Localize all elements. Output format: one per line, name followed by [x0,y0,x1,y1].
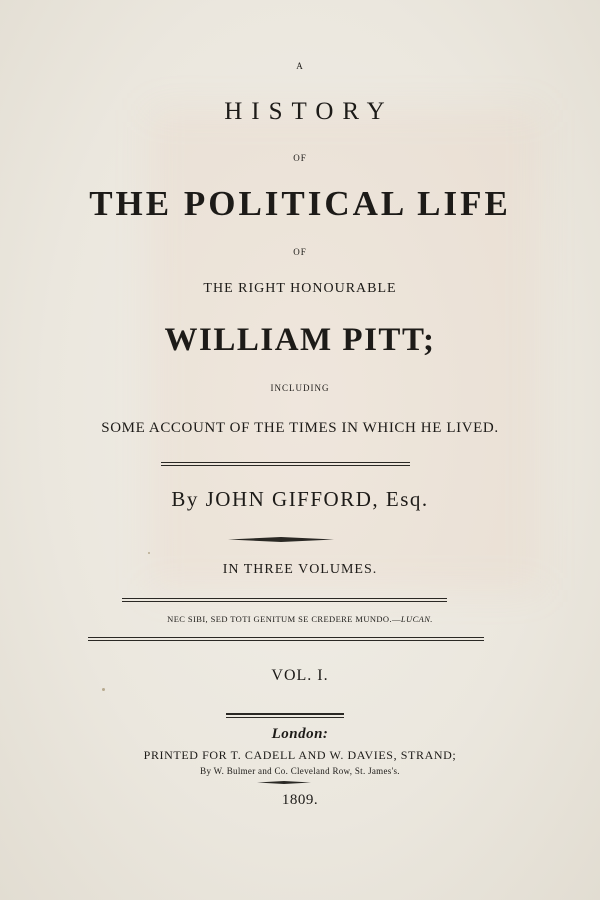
thick-rule [226,713,344,718]
of-word-1: OF [293,153,307,163]
publication-year: 1809. [281,792,319,808]
subject-name: WILLIAM PITT; [164,322,436,358]
article-a: A [296,61,304,71]
right-honourable: THE RIGHT HONOURABLE [203,281,397,296]
volume-number: VOL. I. [271,667,329,684]
motto-source: LUCAN. [400,614,433,624]
double-rule-3 [88,637,484,641]
small-swell-rule [257,781,311,784]
author-name: JOHN GIFFORD, [205,487,380,511]
printed-by-line: By W. Bulmer and Co. Cleveland Row, St. James's. [200,766,400,776]
double-rule-1 [161,462,410,466]
volumes-line: IN THREE VOLUMES. [222,562,378,577]
author-prefix: By [171,487,199,511]
title-political-life: THE POLITICAL LIFE [89,184,511,223]
paper-speck [102,688,105,691]
motto-text: NEC SIBI, SED TOTI GENITUM SE CREDERE MUNDO.— [167,614,401,624]
place-of-publication: London: [271,726,329,742]
motto [0,615,600,624]
including-word: INCLUDING [270,383,330,393]
printer-line: PRINTED FOR T. CADELL AND W. DAVIES, STRAND; [143,748,457,762]
paper-speck [148,552,150,554]
subtitle: SOME ACCOUNT OF THE TIMES IN WHICH HE LIVED. [101,420,499,436]
of-word-2: OF [293,247,307,257]
double-rule-2 [122,598,447,602]
author-line [0,489,600,510]
author-suffix: Esq. [385,487,429,511]
title-history: HISTORY [224,98,394,125]
